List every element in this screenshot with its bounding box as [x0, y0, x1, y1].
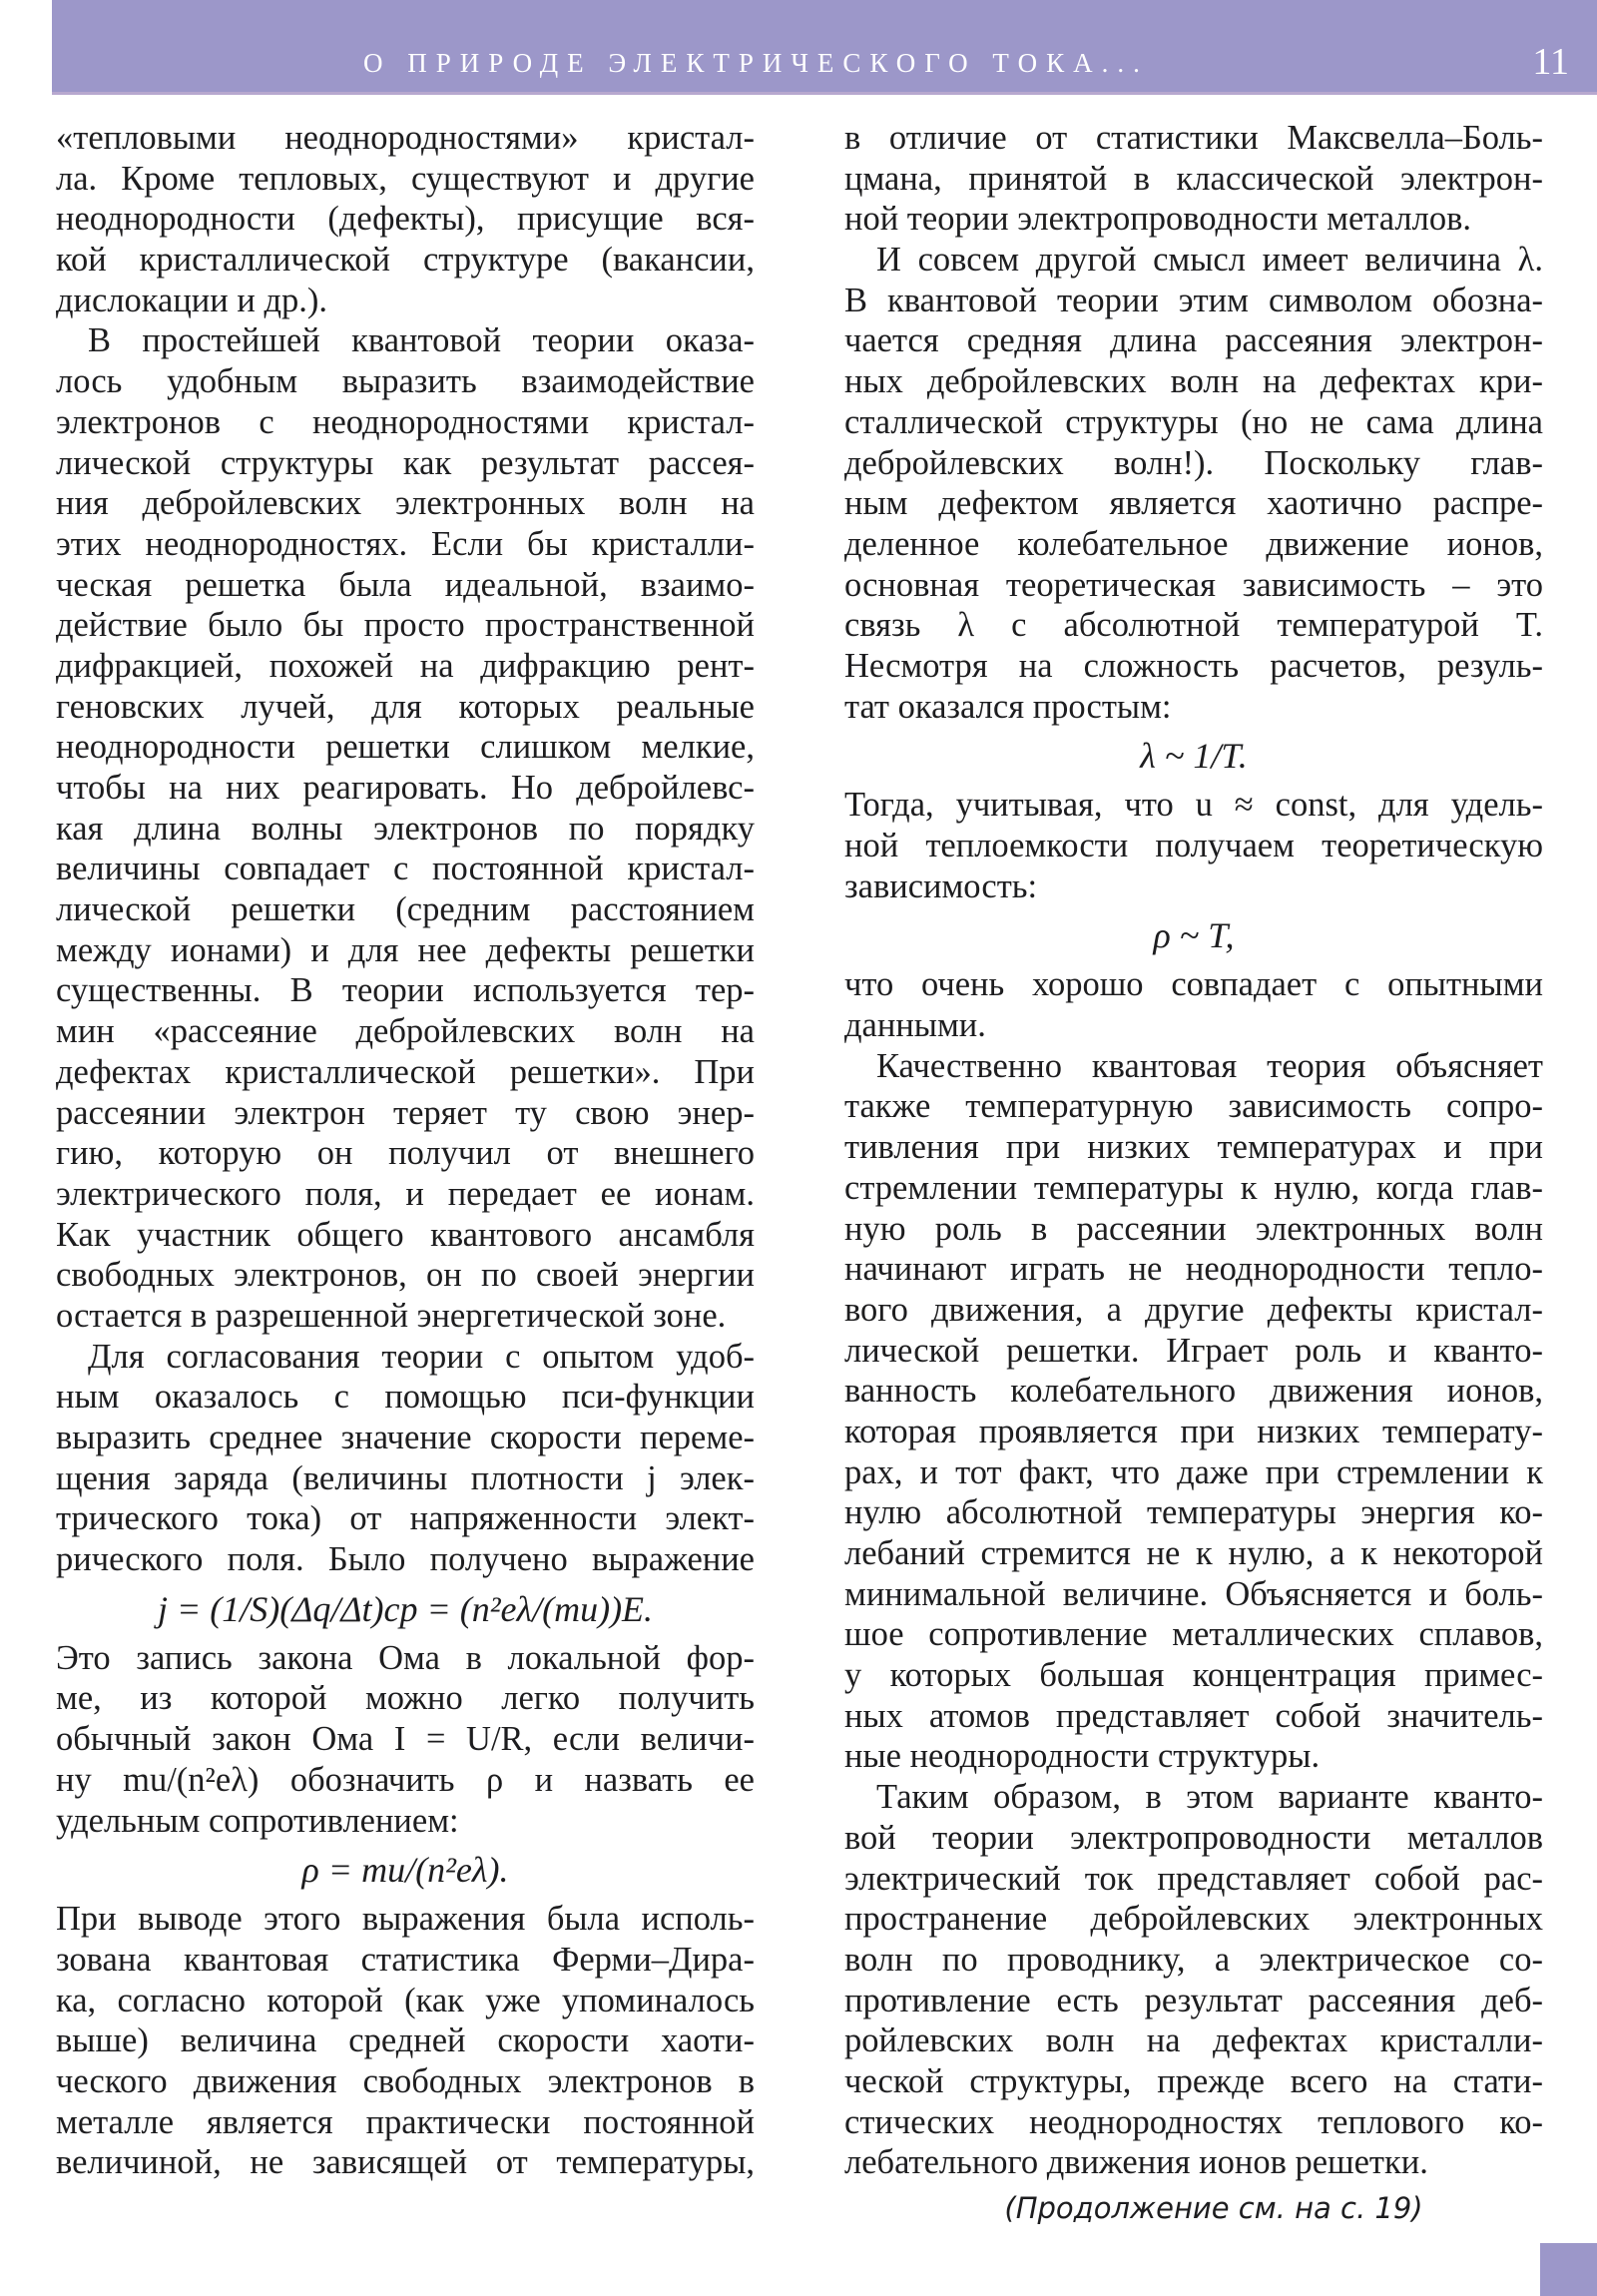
text-line: дебройлевских волн!). Поскольку глав- [844, 443, 1543, 482]
text-line: Для согласования теории с опытом удоб- [88, 1337, 755, 1376]
text-line: тат оказался простым: [844, 687, 1172, 726]
text-line: чается средняя длина рассеяния электрон- [844, 321, 1543, 360]
text-line: лической решетки. Играет роль и кванто- [844, 1331, 1543, 1370]
text-line: стических неоднородностях теплового ко- [844, 2102, 1543, 2141]
text-line: В простейшей квантовой теории оказа- [88, 321, 755, 360]
text-line: также температурную зависимость сопро- [844, 1087, 1543, 1126]
text-line: неоднородности (дефекты), присущие вся- [56, 200, 755, 239]
right-column [844, 118, 1543, 2233]
text-line: начинают играть не неоднородности тепло- [844, 1250, 1543, 1289]
text-line: свободных электронов, он по своей энергии [56, 1256, 755, 1295]
text-line: деленное колебательное движение ионов, [844, 524, 1543, 563]
text-line: которая проявляется при низких температу- [844, 1412, 1543, 1450]
text-line: Несмотря на сложность расчетов, резуль- [844, 646, 1543, 685]
text-line: ка, согласно которой (как уже упоминалось [56, 1981, 755, 2019]
text-line: ную роль в рассеянии электронных волн [844, 1209, 1543, 1248]
text-line: сталлической структуры (но не сама длина [844, 402, 1543, 441]
text-line: шое сопротивление металлических сплавов, [844, 1615, 1543, 1654]
text-line: кой кристаллической структуре (вакансии, [56, 241, 755, 280]
text-line: кая длина волны электронов по порядку [56, 809, 755, 848]
text-line: «тепловыми неоднородностями» кристал- [56, 119, 755, 157]
paragraph [844, 1046, 1543, 1777]
paragraph [56, 320, 755, 1336]
text-line: Тогда, учитывая, что u ≈ const, для удель- [844, 786, 1543, 825]
running-header [52, 0, 1597, 95]
text-line: минимальной величине. Объясняется и боль- [844, 1574, 1543, 1613]
text-line: мин «рассеяние дебройлевских волн на [56, 1012, 755, 1051]
text-line: Это запись закона Ома в локальной фор- [56, 1638, 755, 1677]
text-line: обычный закон Ома I = U/R, если величи- [56, 1720, 755, 1759]
text-line: данными. [844, 1006, 986, 1045]
text-line: ла. Кроме тепловых, существуют и другие [56, 159, 755, 198]
text-line: трического тока) от напряженности элект- [56, 1499, 755, 1538]
text-line: электронов с неоднородностями кристал- [56, 402, 755, 441]
text-line: тивления при низких температурах и при [844, 1128, 1543, 1167]
text-line: величиной, не зависящей от температуры, [56, 2143, 755, 2182]
text-line: дифракцией, похожей на дифракцию рент- [56, 646, 755, 685]
formula: ρ ~ T, [1153, 915, 1235, 956]
text-line: И совсем другой смысл имеет величина λ. [876, 241, 1543, 280]
text-line: электрического поля, и передает ее ионам. [56, 1174, 755, 1213]
text-line: у которых большая концентрация примес- [844, 1656, 1543, 1695]
paragraph [844, 240, 1543, 727]
text-line: лебаний стремится не к нулю, а к некоторой [844, 1534, 1543, 1572]
text-line: ме, из которой можно легко получить [56, 1679, 755, 1718]
left-column [56, 118, 755, 2183]
text-line: остается в разрешенной энергетической зоне. [56, 1296, 727, 1335]
text-line: лось удобным выразить взаимодействие [56, 362, 755, 401]
paragraph [844, 118, 1543, 240]
paragraph [56, 1337, 755, 1580]
text-line: Качественно квантовая теория объясняет [876, 1046, 1543, 1085]
text-line: лической решетки (средним расстоянием [56, 890, 755, 929]
text-line: существенны. В теории используется тер- [56, 971, 755, 1010]
page-number: 11 [1532, 41, 1569, 83]
paragraph [844, 785, 1543, 906]
text-line: этих неоднородностях. Если бы кристалли- [56, 524, 755, 563]
text-line: цмана, принятой в классической электрон- [844, 159, 1543, 198]
text-line: ной теории электропроводности металлов. [844, 200, 1471, 239]
paragraph [56, 1899, 755, 2183]
text-line: ных дебройлевских волн на дефектах кри- [844, 362, 1543, 401]
text-line: действие было бы просто пространственной [56, 606, 755, 645]
text-line: ные неоднородности структуры. [844, 1737, 1321, 1776]
text-line: что очень хорошо совпадает с опытными [844, 965, 1543, 1004]
text-line: рического поля. Было получено выражение [56, 1540, 755, 1579]
text-line: волн по проводнику, а электрическое со- [844, 1940, 1543, 1979]
text-line: между ионами) и для нее дефекты решетки [56, 930, 755, 969]
text-line: Как участник общего квантового ансамбля [56, 1215, 755, 1254]
text-line: выше) величина средней скорости хаоти- [56, 2021, 755, 2060]
paragraph [56, 118, 755, 320]
text-line: В квантовой теории этим символом обозна- [844, 281, 1543, 319]
text-line: рассеянии электрон теряет ту свою энер- [56, 1093, 755, 1132]
text-line: гию, которую он получил от внешнего [56, 1134, 755, 1173]
text-line: геновских лучей, для которых реальные [56, 687, 755, 726]
text-line: основная теоретическая зависимость – это [844, 565, 1543, 604]
text-line: зована квантовая статистика Ферми–Дира- [56, 1940, 755, 1979]
text-line: в отличие от статистики Максвелла–Боль- [844, 119, 1543, 157]
text-line: величины совпадает с постоянной кристал- [56, 850, 755, 888]
text-line: выразить среднее значение скорости переме- [56, 1419, 755, 1456]
text-line: дислокации и др.). [56, 281, 327, 319]
text-line: стремлении температуры к нулю, когда глав- [844, 1168, 1543, 1207]
text-line: ческого движения свободных электронов в [56, 2061, 755, 2100]
text-line: ну mu/(n²eλ) обозначить ρ и назвать ее [56, 1760, 755, 1799]
text-line: При выводе этого выражения была исполь- [56, 1900, 755, 1939]
text-line: ных атомов представляет собой значитель- [844, 1696, 1543, 1735]
running-header-title: О ПРИРОДЕ ЭЛЕКТРИЧЕСКОГО ТОКА... [363, 48, 1149, 78]
text-line: ным дефектом является хаотично распре- [844, 484, 1543, 523]
paragraph [56, 1638, 755, 1841]
text-line: Таким образом, в этом варианте кванто- [876, 1778, 1543, 1817]
text-line: пространение дебройлевских электронных [844, 1900, 1543, 1939]
formula: j = (1/S)(Δq/Δt)ср = (n²eλ/(mu))E. [157, 1588, 654, 1629]
text-line: ным оказалось с помощью пси-функции [56, 1378, 755, 1417]
text-line: ния дебройлевских электронных волн на [56, 484, 755, 523]
text-line: связь λ с абсолютной температурой T. [844, 606, 1543, 645]
text-line: противление есть результат рассеяния деб- [844, 1981, 1543, 2019]
text-line: нулю абсолютной температуры энергия ко- [844, 1493, 1543, 1532]
text-line: металле является практически постоянной [56, 2102, 755, 2141]
text-line: ройлевских волн на дефектах кристалли- [844, 2021, 1543, 2060]
text-line: чтобы на них реагировать. Но дебройлевс- [56, 769, 755, 807]
text-line: ной теплоемкости получаем теоретическую [844, 827, 1543, 864]
paragraph [844, 964, 1543, 1045]
formula: ρ = mu/(n²eλ). [301, 1850, 509, 1891]
text-line: зависимость: [844, 866, 1038, 905]
text-line: лической структуры как результат рассея- [56, 443, 755, 482]
text-line: дефектах кристаллической решетки». При [56, 1052, 755, 1091]
text-line: вой теории электропроводности металлов [844, 1818, 1543, 1857]
text-line: щения заряда (величины плотности j элек- [56, 1458, 755, 1497]
text-line: ванность колебательного движения ионов, [844, 1372, 1543, 1411]
corner-tab [1540, 2243, 1597, 2296]
paragraph [844, 1777, 1543, 2183]
formula: λ ~ 1/T. [1140, 736, 1248, 777]
text-line: вого движения, а другие дефекты кристал- [844, 1290, 1543, 1329]
text-line: ческой структуры, прежде всего на стати- [844, 2061, 1543, 2100]
text-line: электрический ток представляет собой рас- [844, 1859, 1543, 1898]
continuation-note: (Продолжение см. на с. 19) [1004, 2191, 1423, 2225]
text-line: лебательного движения ионов решетки. [844, 2143, 1428, 2182]
text-line: ческая решетка была идеальной, взаимо- [56, 565, 755, 604]
text-line: рах, и тот факт, что даже при стремлении к [844, 1452, 1543, 1491]
text-line: удельным сопротивлением: [56, 1801, 459, 1840]
text-line: неоднородности решетки слишком мелкие, [56, 728, 755, 767]
